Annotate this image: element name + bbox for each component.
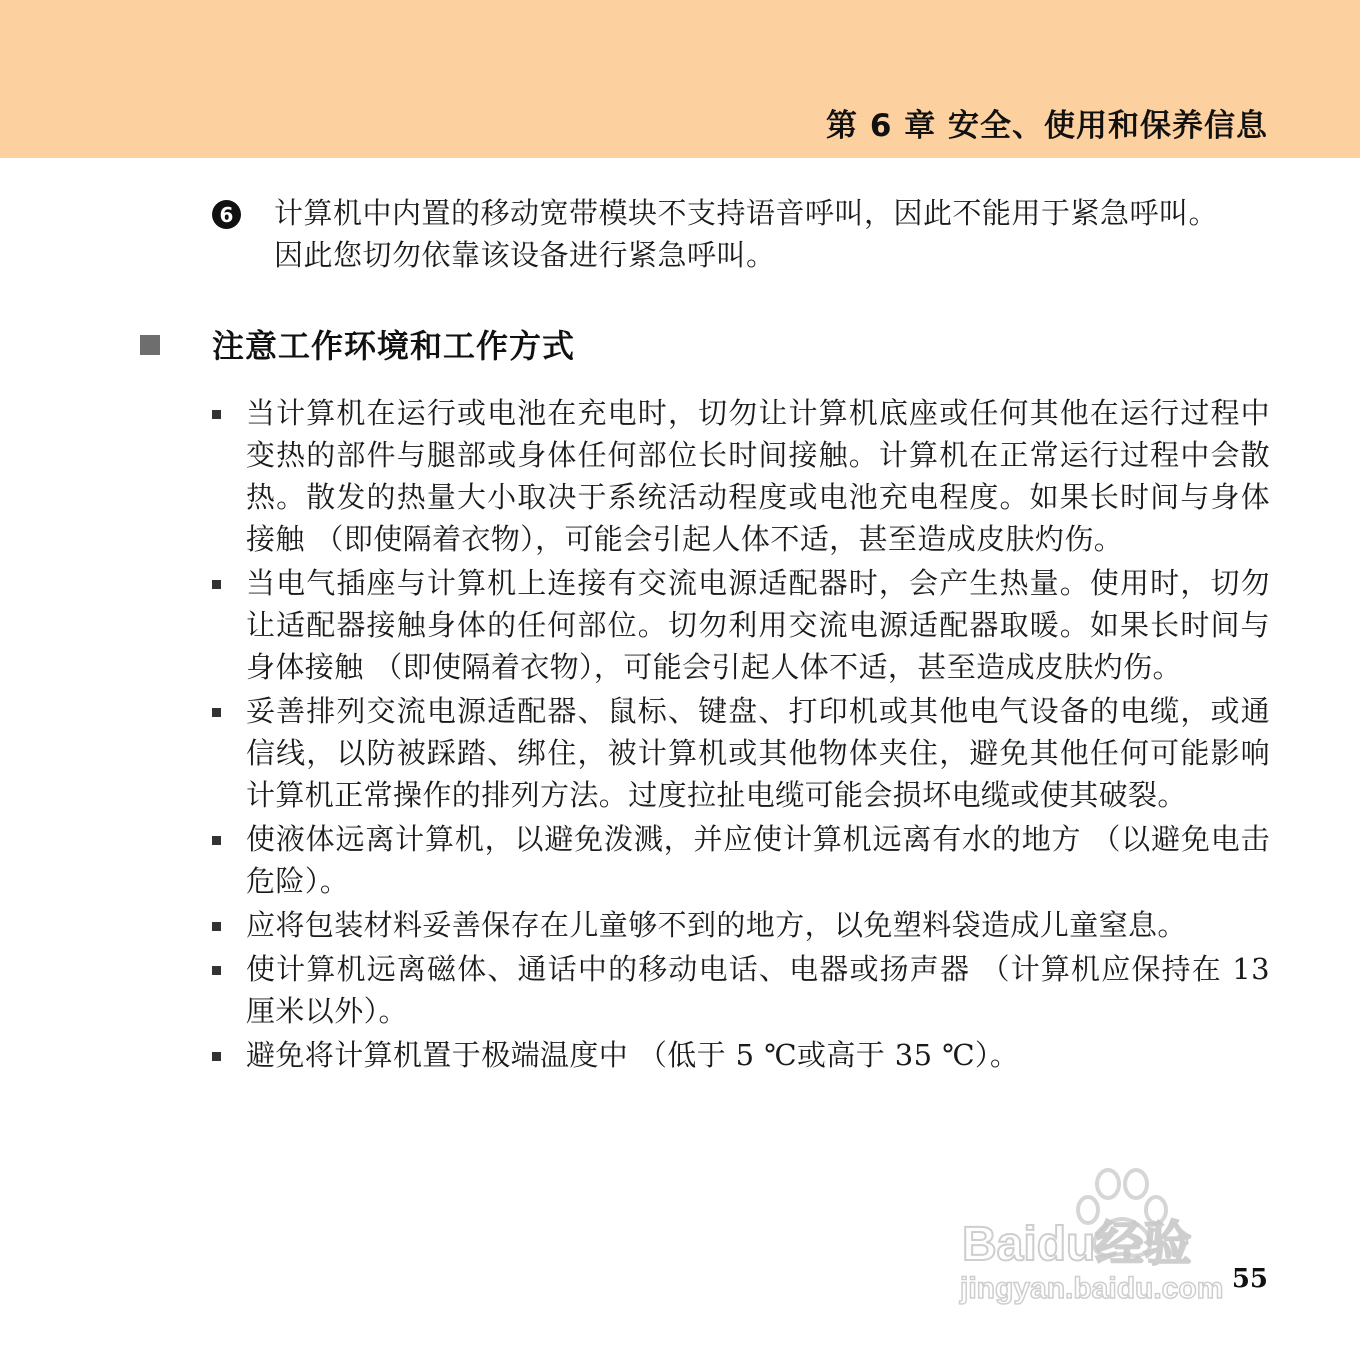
page-number: 55	[1231, 1264, 1268, 1294]
bullet-square-icon	[212, 580, 221, 589]
bullet-list	[212, 392, 1272, 1078]
list-item	[212, 948, 1272, 1032]
list-item	[212, 818, 1272, 902]
list-item-text: 避免将计算机置于极端温度中 （低于 5 ℃或高于 35 ℃）。	[246, 1038, 1020, 1072]
list-item-text: 应将包装材料妥善保存在儿童够不到的地方，以免塑料袋造成儿童窒息。	[246, 908, 1187, 942]
baidu-watermark	[958, 1162, 1278, 1312]
list-item-text: 使液体远离计算机，以避免泼溅，并应使计算机远离有水的地方 （以避免电击危险）。	[246, 822, 1270, 898]
section-heading	[140, 322, 1260, 370]
list-item-text: 妥善排列交流电源适配器、鼠标、键盘、打印机或其他电气设备的电缆，或通信线，以防被踩踏、绑住，被计算机或其他物体夹住，避免其他任何可能影响计算机正常操作的排列方法。过度拉扯电缆可能会损坏电缆或使其破裂。	[246, 694, 1270, 812]
bullet-square-icon	[212, 836, 221, 845]
list-item-text: 当计算机在运行或电池在充电时，切勿让计算机底座或任何其他在运行过程中变热的部件与腿部或身体任何部位长时间接触。计算机在正常运行过程中会散热。散发的热量大小取决于系统活动程度或电池充电程度。如果长时间与身体接触 （即使隔着衣物），可能会引起人体不适，甚至造成皮肤灼伤。	[246, 396, 1270, 556]
circled-number-marker: 6	[212, 200, 241, 229]
watermark-logo-text: Baidu经验	[962, 1218, 1192, 1271]
paw-icon	[1078, 1170, 1166, 1256]
emergency-call-note	[212, 192, 1272, 276]
bullet-square-icon	[212, 708, 221, 717]
bullet-square-icon	[212, 1052, 221, 1061]
list-item	[212, 904, 1272, 946]
header-band	[0, 0, 1360, 158]
list-item-text: 使计算机远离磁体、通话中的移动电话、电器或扬声器 （计算机应保持在 13 厘米以外）。	[246, 952, 1270, 1028]
list-item	[212, 562, 1272, 688]
watermark-url-text: jingyan.baidu.com	[960, 1272, 1224, 1305]
bullet-square-icon	[212, 922, 221, 931]
gray-square-icon	[140, 335, 160, 355]
list-item	[212, 392, 1272, 560]
note-text: 计算机中内置的移动宽带模块不支持语音呼叫，因此不能用于紧急呼叫。因此您切勿依靠该设备进行紧急呼叫。	[274, 196, 1219, 272]
chapter-title: 第 6 章 安全、使用和保养信息	[826, 108, 1268, 144]
bullet-square-icon	[212, 966, 221, 975]
list-item-text: 当电气插座与计算机上连接有交流电源适配器时，会产生热量。使用时，切勿让适配器接触身体的任何部位。切勿利用交流电源适配器取暖。如果长时间与身体接触 （即使隔着衣物），可能会引起人体不适，甚至造成皮肤灼伤。	[246, 566, 1270, 684]
bullet-square-icon	[212, 410, 221, 419]
list-item	[212, 690, 1272, 816]
section-title: 注意工作环境和工作方式	[212, 327, 576, 365]
list-item	[212, 1034, 1272, 1076]
